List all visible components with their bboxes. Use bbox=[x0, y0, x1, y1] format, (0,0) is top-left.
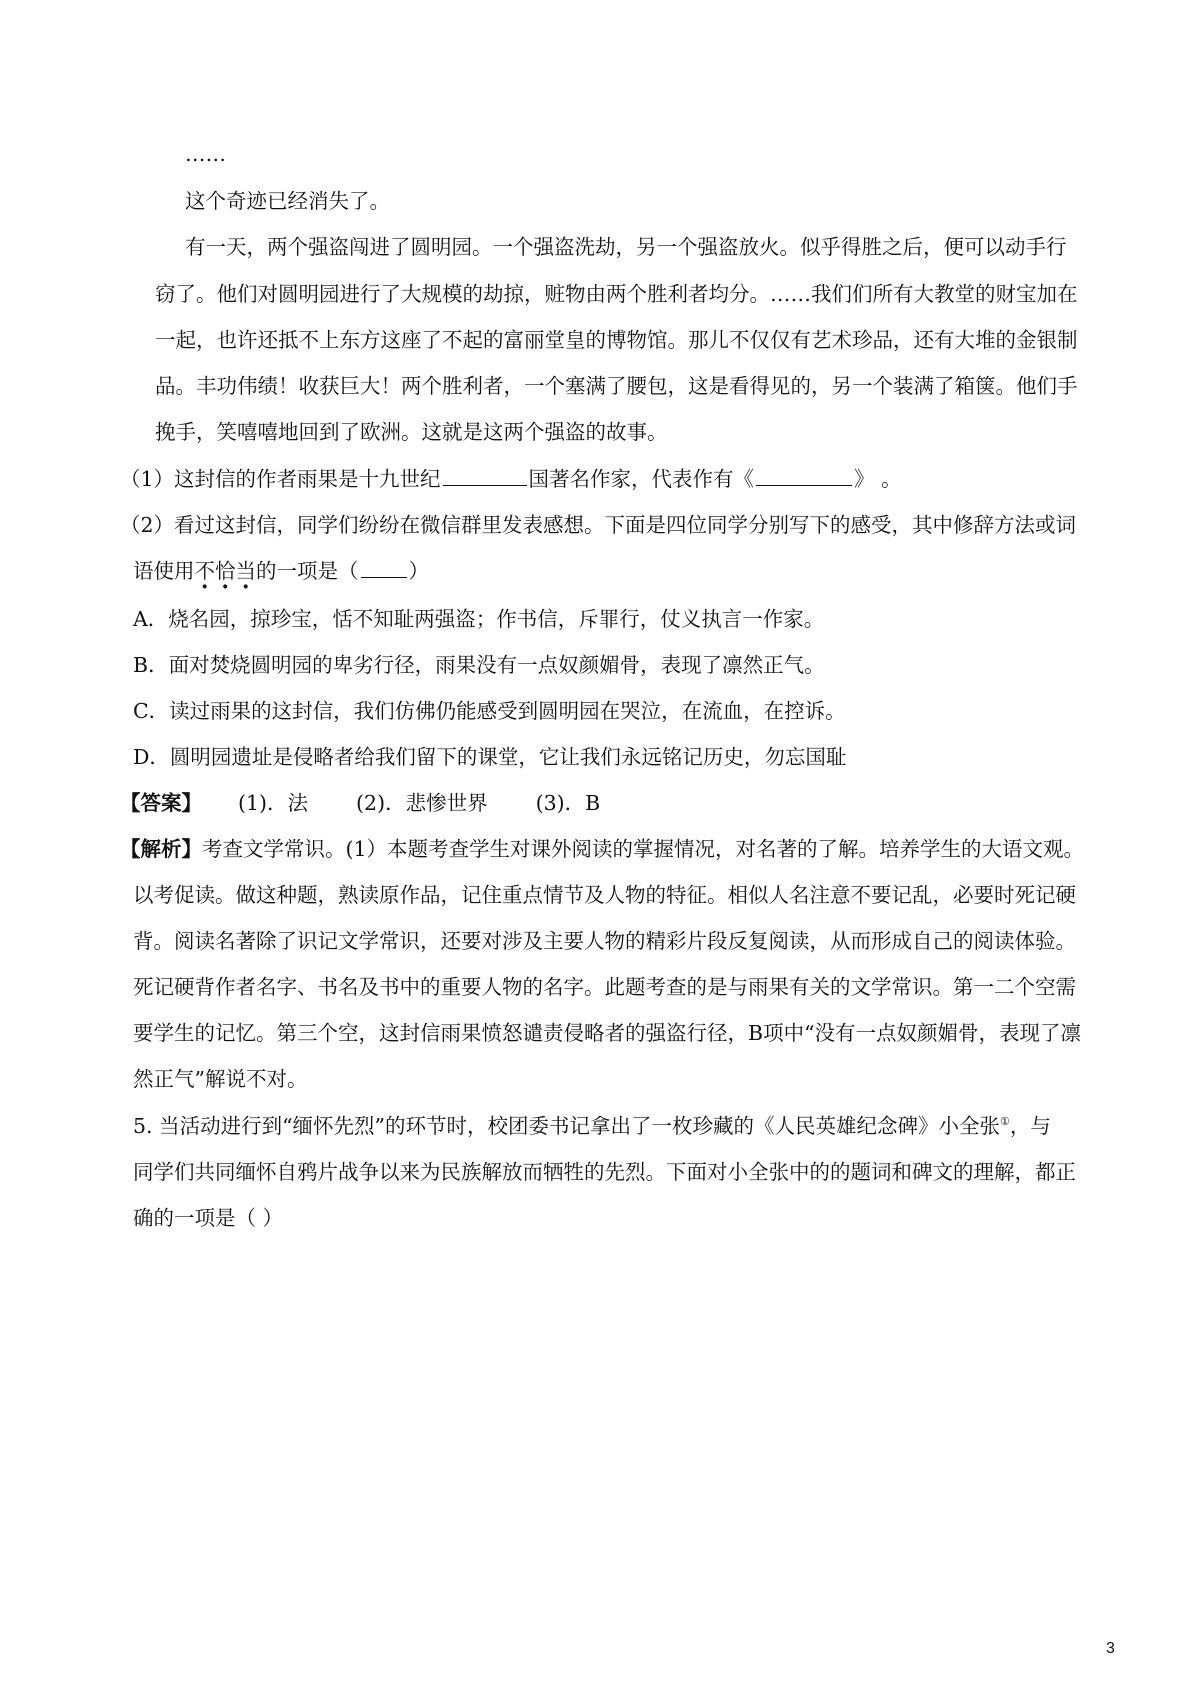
q2-text: 语使用 bbox=[133, 559, 195, 583]
analysis-text: 考查文学常识。(1）本题考查学生对课外阅读的掌握情况，对名著的了解。培养学生的大语文观。 bbox=[202, 837, 1085, 861]
answer-item: (3)．B bbox=[535, 791, 601, 815]
answer-label: 【答案】 bbox=[120, 791, 202, 815]
analysis-line: 死记硬背作者名字、书名及书中的重要人物的名字。此题考查的是与雨果有关的文学常识。第一二个空需 bbox=[133, 975, 1076, 999]
q2-text: ） bbox=[408, 559, 429, 583]
footnote-marker: ① bbox=[1000, 1115, 1010, 1129]
q5-text: 5. 当活动进行到“缅怀先烈”的环节时，校团委书记拿出了一枚珍藏的《人民英雄纪念碑》小全张 bbox=[133, 1114, 1001, 1138]
emphasis-char: 不 bbox=[194, 559, 215, 583]
passage-line: 有一天，两个强盗闯进了圆明园。一个强盗洗劫，另一个强盗放火。似乎得胜之后，便可以动手行 bbox=[185, 235, 1067, 259]
q1-text: （1）这封信的作者雨果是十九世纪 bbox=[120, 467, 441, 491]
answer-blank bbox=[756, 465, 852, 486]
question-5-line bbox=[133, 1112, 1113, 1140]
q5-text: ，与 bbox=[1009, 1114, 1051, 1138]
q2-text: 的一项是（ bbox=[256, 559, 359, 583]
question-5-line: 同学们共同缅怀自鸦片战争以来为民族解放而牺牲的先烈。下面对小全张中的的题词和碑文的理解，都正 bbox=[133, 1160, 1076, 1184]
question-2-line: （2）看过这封信，同学们纷纷在微信群里发表感想。下面是四位同学分别写下的感受，其中修辞方法或词 bbox=[120, 513, 1077, 537]
option-a: A．烧名园，掠珍宝，恬不知耻两强盗；作书信，斥罪行，仗义执言一作家。 bbox=[133, 607, 825, 631]
answer-blank bbox=[361, 557, 407, 578]
passage-line: 一起，也许还抵不上东方这座了不起的富丽堂皇的博物馆。那儿不仅仅有艺术珍品，还有大堆的金银制 bbox=[155, 328, 1078, 352]
answer-row bbox=[120, 789, 1100, 817]
q1-text: 国著名作家，代表作有《 bbox=[528, 467, 755, 491]
analysis-line bbox=[120, 835, 1100, 863]
analysis-line: 然正气”解说不对。 bbox=[133, 1067, 308, 1091]
emphasis-char: 当 bbox=[235, 559, 256, 583]
q1-text: 》 。 bbox=[854, 467, 902, 491]
passage-line: 品。丰功伟绩！收获巨大！两个胜利者，一个塞满了腰包，这是看得见的，另一个装满了箱箧。他们手 bbox=[155, 374, 1078, 398]
analysis-line: 以考促读。做这种题，熟读原作品，记住重点情节及人物的特征。相似人名注意不要记乱，必要时死记硬 bbox=[133, 883, 1076, 907]
answer-blank bbox=[443, 465, 527, 486]
passage-line: 窃了。他们对圆明园进行了大规模的劫掠，赃物由两个胜利者均分。……我们们所有大教堂的财宝加在 bbox=[155, 282, 1078, 306]
passage-line: 这个奇迹已经消失了。 bbox=[185, 189, 390, 213]
question-2-line bbox=[133, 557, 1113, 585]
answer-item: (2)．悲惨世界 bbox=[356, 791, 488, 815]
emphasis-char: 恰 bbox=[215, 559, 236, 583]
analysis-line: 背。阅读名著除了识记文学常识，还要对涉及主要人物的精彩片段反复阅读，从而形成自己的阅读体验。 bbox=[133, 929, 1076, 953]
passage-ellipsis: …… bbox=[185, 142, 226, 166]
question-5-line: 确的一项是（ ） bbox=[133, 1206, 284, 1230]
page-number: 3 bbox=[1106, 1640, 1115, 1657]
option-d: D．圆明园遗址是侵略者给我们留下的课堂，它让我们永远铭记历史，勿忘国耻 bbox=[133, 745, 847, 769]
answer-item: (1)．法 bbox=[238, 791, 309, 815]
analysis-label: 【解析】 bbox=[120, 837, 202, 861]
question-1 bbox=[120, 465, 1100, 493]
passage-line: 挽手，笑嘻嘻地回到了欧洲。这就是这两个强盗的故事。 bbox=[155, 420, 668, 444]
option-b: B．面对焚烧圆明园的卑劣行径，雨果没有一点奴颜媚骨，表现了凛然正气。 bbox=[133, 653, 825, 677]
analysis-line: 要学生的记忆。第三个空，这封信雨果愤怒谴责侵略者的强盗行径，B项中“没有一点奴颜媚骨，表现了凛 bbox=[133, 1021, 1082, 1045]
option-c: C．读过雨果的这封信，我们仿佛仍能感受到圆明园在哭泣，在流血，在控诉。 bbox=[133, 699, 846, 723]
